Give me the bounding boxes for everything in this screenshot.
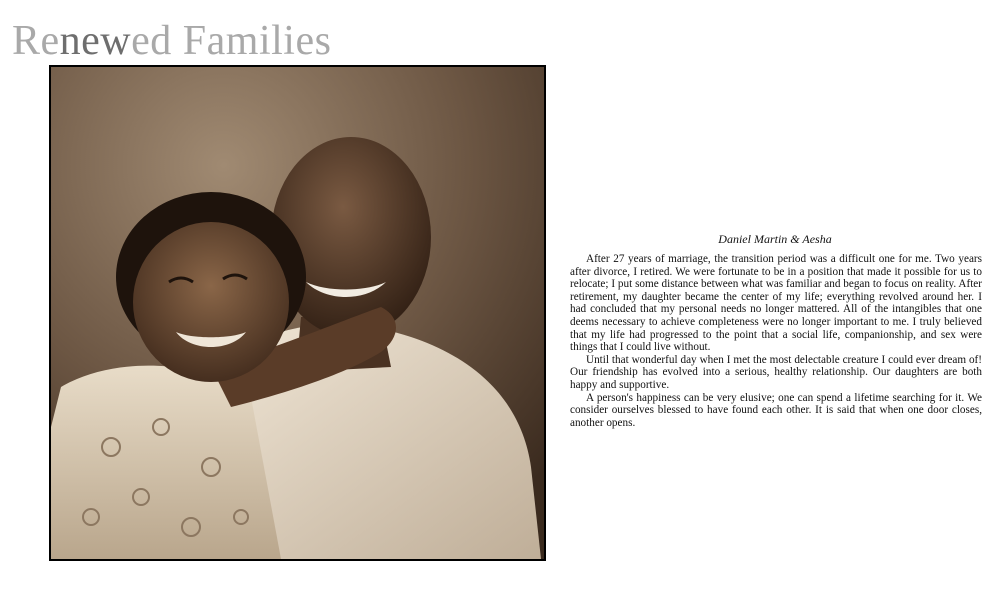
story-paragraph-3: A person's happiness can be very elusive; one can spend a lifetime searching for it. We consider ourselves blessed to have found each other. It is said that when one door closes, another opens.: [570, 391, 982, 429]
page-title: [12, 18, 331, 64]
title-part-1: Re: [12, 18, 60, 64]
story-paragraph-2: Until that wonderful day when I met the most delectable creature I could ever dream of! Our friendship has evolved into a serious, healthy relationship. Our daughters are both happy and supportive.: [570, 353, 982, 391]
story-paragraph-1: After 27 years of marriage, the transition period was a difficult one for me. Two years after divorce, I retired. We were fortunate to be in a position that made it possible for us to relocate; I put some distance between what was familiar and began to focus on reality. After retirement, my daughter became the center of my life; everything revolved around her. I had concluded that my personal needs no longer mattered. All of the intangibles that one deems necessary to achieve completeness were no longer important to me. I truly believed that my life had progressed to the point that a social life, companionship, and sex were things that I could live without.: [570, 253, 982, 354]
title-part-2: new: [59, 18, 132, 64]
photo-caption: Daniel Martin & Aesha: [718, 232, 832, 246]
story-text: [570, 253, 982, 429]
portrait-photo: [49, 65, 546, 561]
title-part-3: ed Families: [131, 18, 332, 64]
portrait-illustration: [51, 67, 544, 559]
